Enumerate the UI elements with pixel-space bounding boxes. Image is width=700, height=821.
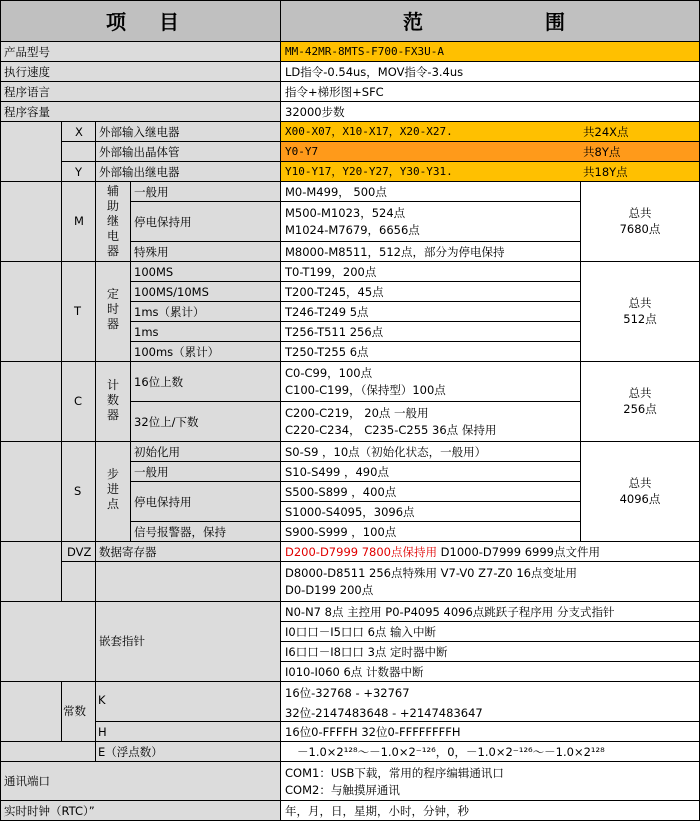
t-total-count: 512点 [623, 312, 657, 326]
c-group-char: 器 [106, 408, 119, 422]
dvz-label-blank-cell [95, 561, 281, 602]
c-item-value: C0-C99，100点 [285, 366, 373, 380]
speed-value: LD指令-0.54us，MOV指令-3.4us [285, 65, 464, 79]
dvz-label: 数据寄存器 [99, 545, 157, 559]
nest-value-line: I6口口－I8口口 3点 定时器中断 [285, 645, 448, 659]
m-group-label [105, 184, 121, 259]
t-item-label: 1ms [134, 325, 159, 339]
m-item-label: 一般用 [134, 185, 169, 199]
const-e-cell [95, 741, 281, 762]
c-item-value-cell [280, 401, 581, 442]
dvz-code-cell [61, 541, 96, 562]
s-item-value: S1000-S4095，3096点 [285, 505, 415, 519]
x-label: 外部输入继电器 [99, 125, 180, 139]
rtc-value-cell [280, 800, 700, 821]
x-code-cell [61, 121, 96, 142]
t-group-cell [95, 261, 131, 362]
language-label-cell [0, 81, 281, 102]
comm-label: 通讯端口 [4, 774, 50, 788]
y-label: 外部输出继电器 [99, 165, 180, 179]
dvz-code: DVZ [67, 545, 92, 559]
m-total: 总共 [628, 206, 652, 220]
capacity-label: 程序容量 [4, 105, 50, 119]
dvz-retained-range: D200-D7999 7800点保持用 [285, 545, 437, 559]
m-item-value-cell [280, 201, 581, 242]
t-group-label [105, 287, 121, 332]
model-value: MM-42MR-8MTS-F700-FX3U-A [285, 45, 444, 58]
rtc-label-cell [0, 800, 281, 821]
const-label: 常数 [63, 704, 86, 718]
const-outer-cell [0, 681, 62, 742]
capacity-value-cell [280, 101, 700, 122]
m-total-count: 7680点 [619, 222, 661, 236]
const-h-cell [95, 721, 281, 742]
t-code: T [74, 304, 82, 318]
c-group-cell [95, 361, 131, 442]
s-code-cell [61, 441, 96, 542]
dvz-label-cell [95, 541, 281, 562]
t-item-label-cell [130, 321, 281, 342]
m-item-label: 停电保持用 [134, 215, 192, 229]
m-item-value-cell [280, 181, 581, 202]
s-item-label: 初始化用 [134, 445, 180, 459]
t-group-char: 器 [106, 317, 119, 331]
x-total: 共24X点 [583, 125, 629, 139]
nest-value-cell [280, 621, 700, 642]
y-transistor-label-cell [95, 141, 281, 162]
s-group-label [105, 467, 121, 512]
t-item-label: 100MS/10MS [134, 285, 209, 299]
s-total-cell [580, 441, 700, 542]
s-item-value-cell [280, 501, 581, 522]
t-item-value: T246-T249 5点 [285, 305, 369, 319]
m-group-char: 电 [106, 229, 119, 243]
const-h-value-cell [280, 721, 700, 742]
s-group-cell [95, 441, 131, 542]
s-item-label: 信号报警器，保持 [134, 525, 226, 539]
language-label: 程序语言 [4, 85, 50, 99]
nest-outer-cell [0, 601, 96, 682]
t-item-label: 100MS [134, 265, 174, 279]
c-total-count: 256点 [623, 402, 657, 416]
s-item-label-cell [130, 481, 281, 522]
t-item-value-cell [280, 301, 581, 322]
const-k-label: K [98, 693, 106, 707]
model-label-cell [0, 41, 281, 62]
m-total-cell [580, 181, 700, 262]
c-total-cell [580, 361, 700, 442]
s-item-label: 一般用 [134, 465, 169, 479]
t-item-value-cell [280, 341, 581, 362]
t-item-value: T256-T511 256点 [285, 325, 384, 339]
model-value-cell [280, 41, 700, 62]
s-item-value: S500-S899 ，400点 [285, 485, 397, 499]
t-group-char: 定 [106, 287, 119, 301]
comm-com1: COM1：USB下载，常用的程序编辑通讯口 [285, 766, 504, 780]
m-group-char: 辅 [106, 184, 119, 198]
s-item-value-cell [280, 481, 581, 502]
rtc-label: 实时时钟（RTC）” [4, 804, 95, 818]
y-total: 共18Y点 [583, 165, 628, 179]
c-item-value: C220-C234， C235-C255 36点 保持用 [285, 423, 497, 437]
nest-value-cell [280, 661, 700, 682]
m-item-value: M8000-M8511，512点，部分为停电保持 [285, 245, 505, 259]
m-item-label-cell [130, 201, 281, 242]
header-range-char-1: 范 [403, 10, 423, 34]
dvz-value-cell [280, 541, 700, 562]
c-group-char: 计 [106, 378, 119, 392]
t-item-value: T0-T199，200点 [285, 265, 377, 279]
nest-value-cell [280, 601, 700, 622]
c-group-label [105, 378, 121, 423]
s-item-label-cell [130, 441, 281, 462]
t-total: 总共 [628, 296, 652, 310]
speed-value-cell [280, 61, 700, 82]
nest-value-line: I0口口－I5口口 6点 输入中断 [285, 625, 437, 639]
x-value: X00-X07，X10-X17，X20-X27. [285, 125, 453, 138]
s-item-value: S10-S499 ，490点 [285, 465, 389, 479]
const-k-cell [95, 681, 281, 722]
s-total: 总共 [628, 476, 652, 490]
t-code-cell [61, 261, 96, 362]
s-item-label-cell [130, 461, 281, 482]
t-item-value: T250-T255 6点 [285, 345, 369, 359]
nest-value-line: I010-I060 6点 计数器中断 [285, 665, 424, 679]
t-item-label-cell [130, 281, 281, 302]
c-item-label-cell [130, 361, 281, 402]
const-h-label: H [98, 725, 107, 739]
language-value-cell [280, 81, 700, 102]
c-code-cell [61, 361, 96, 442]
m-item-label-cell [130, 181, 281, 202]
const-e-value-cell [280, 741, 700, 762]
s-item-value-cell [280, 521, 581, 542]
const-k-16bit: 16位-32768 - +32767 [285, 686, 410, 700]
capacity-label-cell [0, 101, 281, 122]
c-outer-cell [0, 361, 62, 442]
y-code-cell [61, 161, 96, 182]
const-e-label: E（浮点数） [98, 745, 163, 759]
s-group-char: 进 [106, 482, 119, 496]
const-e-outer-cell [0, 741, 96, 762]
m-item-label: 特殊用 [134, 245, 169, 259]
x-value-cell [280, 121, 700, 142]
io-group-cell [0, 121, 62, 182]
c-item-value: C200-C219， 20点 一般用 [285, 406, 429, 420]
c-item-value-cell [280, 361, 581, 402]
dvz-code-blank-cell [61, 561, 96, 602]
m-group-char: 继 [106, 214, 119, 228]
t-outer-cell [0, 261, 62, 362]
t-item-value-cell [280, 281, 581, 302]
m-code: M [74, 214, 84, 228]
s-item-value-cell [280, 461, 581, 482]
header-item-cell [0, 0, 281, 42]
s-total-count: 4096点 [619, 492, 661, 506]
c-group-char: 数 [106, 393, 119, 407]
nest-label: 嵌套指针 [99, 634, 145, 648]
y-transistor-code-cell [61, 141, 96, 162]
m-group-cell [95, 181, 131, 262]
t-item-label-cell [130, 261, 281, 282]
y-transistor-value-cell [280, 141, 700, 162]
m-item-value: M1024-M7679，6656点 [285, 223, 420, 237]
header-item-char-2: 目 [159, 10, 179, 34]
t-item-label: 100ms（累计） [134, 345, 220, 359]
x-label-cell [95, 121, 281, 142]
m-group-char: 助 [106, 199, 119, 213]
t-item-value-cell [280, 321, 581, 342]
const-label-cell [61, 681, 96, 742]
comm-label-cell [0, 761, 281, 801]
s-item-value: S0-S9 ，10点（初始化状态，一般用） [285, 445, 487, 459]
dvz-value-line-1 [285, 545, 600, 559]
capacity-value: 32000步数 [285, 105, 345, 119]
t-item-label-cell [130, 341, 281, 362]
s-item-value: S900-S999 ，100点 [285, 525, 397, 539]
dvz-value-cell-2 [280, 561, 700, 602]
x-code: X [75, 125, 83, 139]
t-group-char: 时 [106, 302, 119, 316]
nest-value-cell [280, 641, 700, 662]
nest-value-line: N0-N7 8点 主控用 P0-P4095 4096点跳跃子程序用 分支式指针 [285, 605, 615, 619]
speed-label-cell [0, 61, 281, 82]
const-e-value: －1.0×2¹²⁸～－1.0×2⁻¹²⁶，0，－1.0×2⁻¹²⁶～－1.0×2¹²⁸ [297, 745, 605, 759]
m-item-value: M500-M1023，524点 [285, 206, 406, 220]
s-group-char: 点 [106, 497, 119, 511]
nest-label-cell [95, 601, 281, 682]
rtc-value: 年，月，日，星期，小时，分钟，秒 [285, 804, 469, 818]
speed-label: 执行速度 [4, 65, 50, 79]
c-item-label: 16位上数 [134, 375, 184, 389]
s-outer-cell [0, 441, 62, 542]
const-k-value-cell [280, 681, 700, 722]
t-item-value-cell [280, 261, 581, 282]
m-code-cell [61, 181, 96, 262]
c-total: 总共 [628, 386, 652, 400]
language-value: 指令+梯形图+SFC [285, 85, 384, 99]
m-item-value-cell [280, 241, 581, 262]
c-item-label-cell [130, 401, 281, 442]
t-total-cell [580, 261, 700, 362]
model-label: 产品型号 [4, 45, 50, 59]
y-transistor-total: 共8Y点 [583, 145, 621, 159]
m-outer-cell [0, 181, 62, 262]
dvz-outer-cell [0, 541, 62, 602]
t-item-value: T200-T245，45点 [285, 285, 384, 299]
const-h-value: 16位0-FFFFH 32位0-FFFFFFFFH [285, 725, 461, 739]
s-item-label-cell [130, 521, 281, 542]
y-value: Y10-Y17，Y20-Y27，Y30-Y31. [285, 165, 453, 178]
t-item-label: 1ms（累计） [134, 305, 205, 319]
header-range-cell [280, 0, 700, 42]
m-item-value: M0-M499， 500点 [285, 185, 387, 199]
s-item-label: 停电保持用 [134, 495, 192, 509]
s-code: S [74, 484, 82, 498]
y-value-cell [280, 161, 700, 182]
s-group-char: 步 [106, 467, 119, 481]
y-label-cell [95, 161, 281, 182]
header-range-char-2: 围 [545, 10, 565, 34]
m-item-label-cell [130, 241, 281, 262]
c-code: C [74, 394, 83, 408]
s-item-value-cell [280, 441, 581, 462]
c-item-label: 32位上/下数 [134, 415, 199, 429]
comm-com2: COM2：与触摸屏通讯 [285, 783, 400, 797]
dvz-value-line-3: D0-D199 200点 [285, 583, 374, 597]
y-code: Y [75, 165, 83, 179]
header-item-char-1: 项 [106, 10, 126, 34]
y-transistor-label: 外部输出晶体管 [99, 145, 180, 159]
dvz-file-range: D1000-D7999 6999点文件用 [437, 545, 600, 559]
dvz-value-line-2: D8000-D8511 256点特殊用 V7-V0 Z7-Z0 16点变址用 [285, 566, 577, 580]
t-item-label-cell [130, 301, 281, 322]
y-transistor-value: Y0-Y7 [285, 145, 319, 158]
comm-value-cell [280, 761, 700, 801]
c-item-value: C100-C199，（保持型）100点 [285, 383, 446, 397]
const-k-32bit: 32位-2147483648 - +2147483647 [285, 706, 483, 720]
m-group-char: 器 [106, 244, 119, 258]
